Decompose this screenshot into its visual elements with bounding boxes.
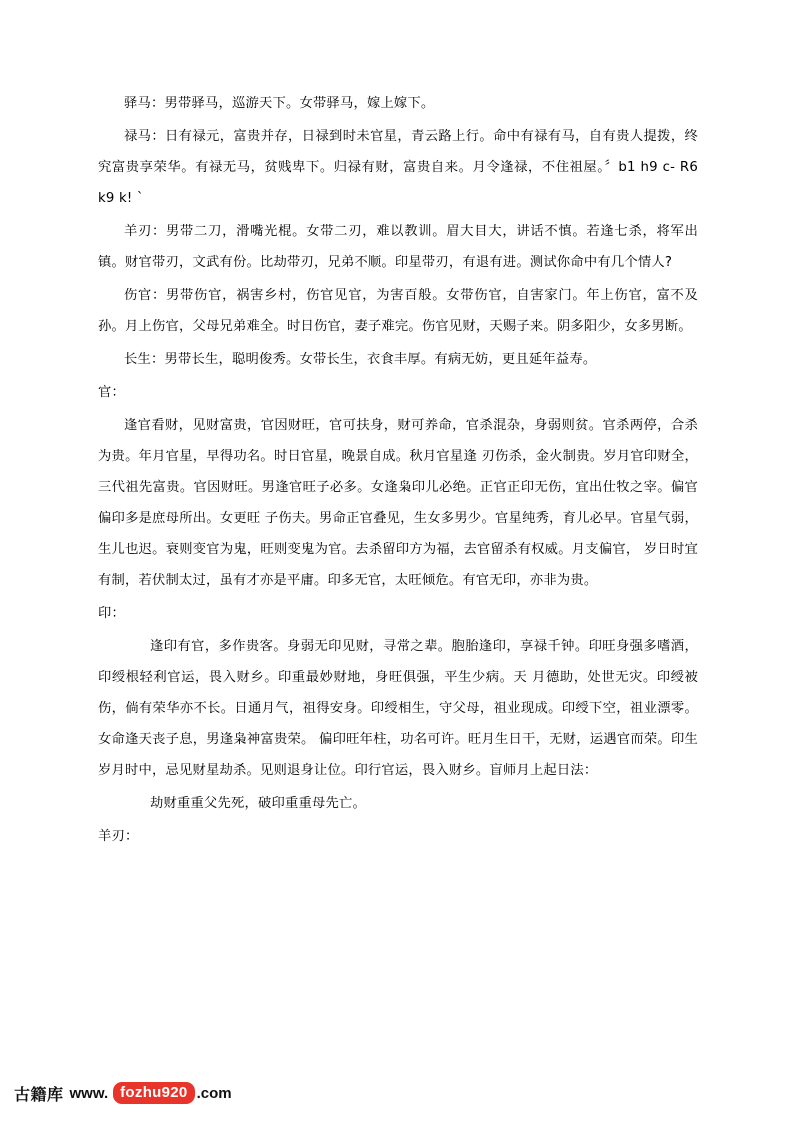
paragraph: 伤官：男带伤官，祸害乡村，伤官见官，为害百般。女带伤官，自害家门。年上伤官，富不及孙。月上伤官，父母兄弟难全。时日伤官，妻子难完。伤官见财，天赐子来。阴多阳少，女多男断。	[98, 288, 698, 334]
footer-www-text: www.	[69, 1084, 109, 1102]
footer-watermark	[14, 1078, 232, 1108]
paragraph: 劫财重重父先死，破印重重母先亡。	[150, 796, 366, 811]
paragraph: 禄马：日有禄元，富贵并存，日禄到时未官星，青云路上行。命中有禄有马，自有贵人提拨，终究富贵享荣华。有禄无马，贫贱卑下。归禄有财，富贵自来。月令逢禄，不住祖屋。〞b1 h9 c- R6 k9 k! `	[98, 129, 698, 206]
document-body	[98, 88, 698, 854]
paragraph: 驿马：男带驿马，巡游天下。女带驿马，嫁上嫁下。	[124, 96, 435, 111]
section-heading: 官：	[98, 385, 125, 400]
section-heading: 印：	[98, 606, 125, 621]
paragraph: 羊刃：男带二刀，滑嘴光棍。女带二刃，难以教训。眉大目大，讲话不慎。若逢七杀，将军出镇。财官带刃，文武有份。比劫带刃，兄弟不顺。印星带刃，有退有进。测试你命中有几个情人?	[98, 224, 698, 270]
paragraph: 逢印有官，多作贵客。身弱无印见财，寻常之辈。胞胎逢印，享禄千钟。印旺身强多嗜酒，印绶根轻利官运，畏入财乡。印重最妙财地，身旺俱强，平生少病。天 月德助，处世无灾。印绶被伤，倘有荣华亦不长。日通月气，祖得安身。印绶相生，守父母，祖业现成。印绶下空，祖业漂零。女命逢天丧子息，男逢枭神富贵荣。 偏印旺年柱，功名可许。旺月生日干，无财，运遇官而荣。印生岁月时中，忌见财星劫杀。见则退身让位。印行官运，畏入财乡。盲师月上起日法：	[98, 639, 698, 778]
paragraph: 逢官看财，见财富贵，官因财旺，官可扶身，财可养命，官杀混杂，身弱则贫。官杀两停，合杀为贵。年月官星，早得功名。时日官星，晚景自成。秋月官星逢 刃伤杀，金火制贵。岁月官印财全，三代祖先富贵。官因财旺。男逢官旺子必多。女逢枭印儿必绝。正官正印无伤，宜出仕牧之宰。偏官偏印多是庶母所出。女更旺 子伤夫。男命正官叠见，生女多男少。官星纯秀，育儿必早。官星气弱，生儿也迟。衰则变官为鬼，旺则变鬼为官。去杀留印方为福，去官留杀有权威。月支偏官， 岁日时宜有制，若伏制太过，虽有才亦是平庸。印多无官，太旺倾危。有官无印，亦非为贵。	[98, 418, 698, 588]
paragraph: 长生：男带长生，聪明俊秀。女带长生，衣食丰厚。有病无妨，更且延年益寿。	[124, 352, 597, 367]
footer-tld-text: .com	[196, 1084, 232, 1102]
section-heading: 羊刃：	[98, 829, 139, 844]
footer-brand-badge: fozhu920	[113, 1082, 194, 1104]
footer-site-label: 古籍库	[14, 1084, 64, 1104]
